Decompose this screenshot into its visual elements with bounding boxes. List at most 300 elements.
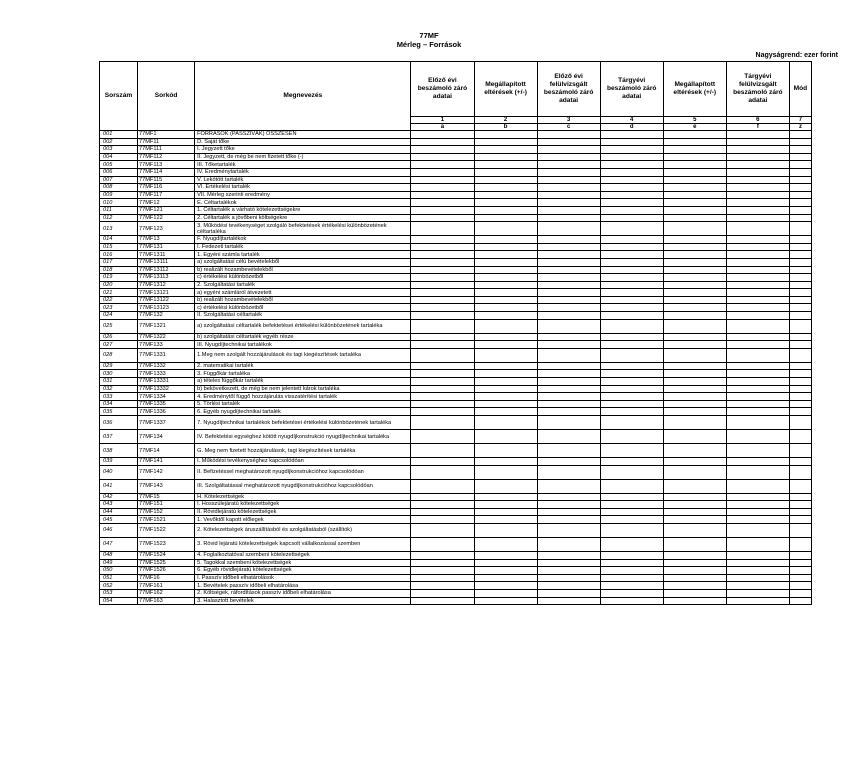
value-cell-e[interactable]: [663, 168, 726, 176]
value-cell-b[interactable]: [474, 304, 537, 312]
value-cell-d[interactable]: [600, 501, 663, 509]
value-cell-f[interactable]: [726, 319, 789, 333]
value-cell-z[interactable]: [789, 161, 811, 169]
value-cell-d[interactable]: [600, 243, 663, 251]
value-cell-c[interactable]: [537, 385, 600, 393]
value-cell-e[interactable]: [663, 393, 726, 401]
value-cell-a[interactable]: [411, 222, 474, 236]
value-cell-f[interactable]: [726, 281, 789, 289]
value-cell-a[interactable]: [411, 176, 474, 184]
value-cell-f[interactable]: [726, 176, 789, 184]
value-cell-f[interactable]: [726, 251, 789, 259]
value-cell-d[interactable]: [600, 551, 663, 559]
value-cell-z[interactable]: [789, 400, 811, 408]
value-cell-b[interactable]: [474, 131, 537, 139]
value-cell-b[interactable]: [474, 551, 537, 559]
value-cell-a[interactable]: [411, 416, 474, 430]
value-cell-e[interactable]: [663, 146, 726, 154]
value-cell-a[interactable]: [411, 333, 474, 341]
value-cell-d[interactable]: [600, 465, 663, 479]
value-cell-d[interactable]: [600, 516, 663, 524]
value-cell-b[interactable]: [474, 319, 537, 333]
value-cell-f[interactable]: [726, 199, 789, 207]
value-cell-a[interactable]: [411, 251, 474, 259]
value-cell-b[interactable]: [474, 385, 537, 393]
value-cell-b[interactable]: [474, 236, 537, 244]
value-cell-f[interactable]: [726, 408, 789, 416]
value-cell-d[interactable]: [600, 161, 663, 169]
value-cell-d[interactable]: [600, 430, 663, 444]
value-cell-f[interactable]: [726, 589, 789, 597]
value-cell-e[interactable]: [663, 582, 726, 590]
value-cell-a[interactable]: [411, 393, 474, 401]
value-cell-z[interactable]: [789, 319, 811, 333]
value-cell-f[interactable]: [726, 516, 789, 524]
value-cell-c[interactable]: [537, 333, 600, 341]
value-cell-z[interactable]: [789, 289, 811, 297]
value-cell-z[interactable]: [789, 348, 811, 362]
value-cell-z[interactable]: [789, 341, 811, 349]
value-cell-c[interactable]: [537, 408, 600, 416]
value-cell-f[interactable]: [726, 501, 789, 509]
value-cell-z[interactable]: [789, 191, 811, 199]
value-cell-b[interactable]: [474, 501, 537, 509]
value-cell-b[interactable]: [474, 206, 537, 214]
value-cell-e[interactable]: [663, 258, 726, 266]
value-cell-z[interactable]: [789, 444, 811, 458]
value-cell-c[interactable]: [537, 146, 600, 154]
value-cell-e[interactable]: [663, 153, 726, 161]
value-cell-b[interactable]: [474, 333, 537, 341]
value-cell-b[interactable]: [474, 378, 537, 386]
value-cell-a[interactable]: [411, 289, 474, 297]
value-cell-c[interactable]: [537, 222, 600, 236]
value-cell-c[interactable]: [537, 501, 600, 509]
value-cell-c[interactable]: [537, 153, 600, 161]
value-cell-z[interactable]: [789, 131, 811, 139]
value-cell-d[interactable]: [600, 138, 663, 146]
value-cell-f[interactable]: [726, 138, 789, 146]
value-cell-c[interactable]: [537, 266, 600, 274]
value-cell-d[interactable]: [600, 362, 663, 370]
value-cell-f[interactable]: [726, 551, 789, 559]
value-cell-c[interactable]: [537, 168, 600, 176]
value-cell-b[interactable]: [474, 199, 537, 207]
value-cell-d[interactable]: [600, 537, 663, 551]
value-cell-e[interactable]: [663, 138, 726, 146]
value-cell-d[interactable]: [600, 444, 663, 458]
value-cell-f[interactable]: [726, 184, 789, 192]
value-cell-d[interactable]: [600, 296, 663, 304]
value-cell-d[interactable]: [600, 191, 663, 199]
value-cell-c[interactable]: [537, 582, 600, 590]
value-cell-f[interactable]: [726, 508, 789, 516]
value-cell-z[interactable]: [789, 416, 811, 430]
value-cell-c[interactable]: [537, 131, 600, 139]
value-cell-z[interactable]: [789, 168, 811, 176]
value-cell-e[interactable]: [663, 458, 726, 466]
value-cell-a[interactable]: [411, 493, 474, 501]
value-cell-f[interactable]: [726, 333, 789, 341]
value-cell-c[interactable]: [537, 138, 600, 146]
value-cell-f[interactable]: [726, 479, 789, 493]
value-cell-a[interactable]: [411, 304, 474, 312]
value-cell-z[interactable]: [789, 214, 811, 222]
value-cell-a[interactable]: [411, 400, 474, 408]
value-cell-z[interactable]: [789, 266, 811, 274]
value-cell-e[interactable]: [663, 493, 726, 501]
value-cell-c[interactable]: [537, 296, 600, 304]
value-cell-a[interactable]: [411, 430, 474, 444]
value-cell-a[interactable]: [411, 589, 474, 597]
value-cell-b[interactable]: [474, 479, 537, 493]
value-cell-z[interactable]: [789, 199, 811, 207]
value-cell-z[interactable]: [789, 312, 811, 320]
value-cell-e[interactable]: [663, 444, 726, 458]
value-cell-f[interactable]: [726, 258, 789, 266]
value-cell-c[interactable]: [537, 206, 600, 214]
value-cell-c[interactable]: [537, 251, 600, 259]
value-cell-z[interactable]: [789, 243, 811, 251]
value-cell-b[interactable]: [474, 312, 537, 320]
value-cell-e[interactable]: [663, 289, 726, 297]
value-cell-a[interactable]: [411, 146, 474, 154]
value-cell-a[interactable]: [411, 559, 474, 567]
value-cell-d[interactable]: [600, 458, 663, 466]
value-cell-b[interactable]: [474, 153, 537, 161]
value-cell-b[interactable]: [474, 214, 537, 222]
value-cell-b[interactable]: [474, 251, 537, 259]
value-cell-c[interactable]: [537, 289, 600, 297]
value-cell-a[interactable]: [411, 266, 474, 274]
value-cell-z[interactable]: [789, 206, 811, 214]
value-cell-e[interactable]: [663, 319, 726, 333]
value-cell-f[interactable]: [726, 243, 789, 251]
value-cell-b[interactable]: [474, 458, 537, 466]
value-cell-a[interactable]: [411, 465, 474, 479]
value-cell-a[interactable]: [411, 153, 474, 161]
value-cell-f[interactable]: [726, 537, 789, 551]
value-cell-c[interactable]: [537, 161, 600, 169]
value-cell-a[interactable]: [411, 199, 474, 207]
value-cell-e[interactable]: [663, 333, 726, 341]
value-cell-d[interactable]: [600, 582, 663, 590]
value-cell-e[interactable]: [663, 222, 726, 236]
value-cell-c[interactable]: [537, 508, 600, 516]
value-cell-z[interactable]: [789, 138, 811, 146]
value-cell-b[interactable]: [474, 416, 537, 430]
value-cell-e[interactable]: [663, 184, 726, 192]
value-cell-d[interactable]: [600, 319, 663, 333]
value-cell-f[interactable]: [726, 393, 789, 401]
value-cell-a[interactable]: [411, 523, 474, 537]
value-cell-f[interactable]: [726, 214, 789, 222]
value-cell-e[interactable]: [663, 400, 726, 408]
value-cell-z[interactable]: [789, 153, 811, 161]
value-cell-b[interactable]: [474, 258, 537, 266]
value-cell-e[interactable]: [663, 416, 726, 430]
value-cell-d[interactable]: [600, 304, 663, 312]
value-cell-b[interactable]: [474, 138, 537, 146]
value-cell-e[interactable]: [663, 341, 726, 349]
value-cell-c[interactable]: [537, 281, 600, 289]
value-cell-a[interactable]: [411, 206, 474, 214]
value-cell-d[interactable]: [600, 236, 663, 244]
value-cell-e[interactable]: [663, 304, 726, 312]
value-cell-e[interactable]: [663, 191, 726, 199]
value-cell-b[interactable]: [474, 508, 537, 516]
value-cell-z[interactable]: [789, 551, 811, 559]
value-cell-f[interactable]: [726, 312, 789, 320]
value-cell-b[interactable]: [474, 537, 537, 551]
value-cell-f[interactable]: [726, 493, 789, 501]
value-cell-d[interactable]: [600, 153, 663, 161]
value-cell-e[interactable]: [663, 251, 726, 259]
value-cell-f[interactable]: [726, 131, 789, 139]
value-cell-a[interactable]: [411, 458, 474, 466]
value-cell-e[interactable]: [663, 567, 726, 575]
value-cell-a[interactable]: [411, 378, 474, 386]
value-cell-a[interactable]: [411, 385, 474, 393]
value-cell-a[interactable]: [411, 408, 474, 416]
value-cell-b[interactable]: [474, 582, 537, 590]
value-cell-c[interactable]: [537, 348, 600, 362]
value-cell-f[interactable]: [726, 289, 789, 297]
value-cell-z[interactable]: [789, 393, 811, 401]
value-cell-b[interactable]: [474, 430, 537, 444]
value-cell-f[interactable]: [726, 222, 789, 236]
value-cell-z[interactable]: [789, 281, 811, 289]
value-cell-z[interactable]: [789, 597, 811, 605]
value-cell-d[interactable]: [600, 408, 663, 416]
value-cell-c[interactable]: [537, 567, 600, 575]
value-cell-a[interactable]: [411, 168, 474, 176]
value-cell-a[interactable]: [411, 582, 474, 590]
value-cell-f[interactable]: [726, 465, 789, 479]
value-cell-c[interactable]: [537, 493, 600, 501]
value-cell-b[interactable]: [474, 400, 537, 408]
value-cell-d[interactable]: [600, 222, 663, 236]
value-cell-d[interactable]: [600, 146, 663, 154]
value-cell-z[interactable]: [789, 362, 811, 370]
value-cell-z[interactable]: [789, 508, 811, 516]
value-cell-z[interactable]: [789, 479, 811, 493]
value-cell-b[interactable]: [474, 574, 537, 582]
value-cell-d[interactable]: [600, 206, 663, 214]
value-cell-f[interactable]: [726, 597, 789, 605]
value-cell-a[interactable]: [411, 537, 474, 551]
value-cell-c[interactable]: [537, 537, 600, 551]
value-cell-b[interactable]: [474, 523, 537, 537]
value-cell-e[interactable]: [663, 362, 726, 370]
value-cell-e[interactable]: [663, 589, 726, 597]
value-cell-e[interactable]: [663, 523, 726, 537]
value-cell-c[interactable]: [537, 523, 600, 537]
value-cell-d[interactable]: [600, 289, 663, 297]
value-cell-d[interactable]: [600, 131, 663, 139]
value-cell-a[interactable]: [411, 131, 474, 139]
value-cell-f[interactable]: [726, 444, 789, 458]
value-cell-z[interactable]: [789, 523, 811, 537]
value-cell-z[interactable]: [789, 501, 811, 509]
value-cell-c[interactable]: [537, 214, 600, 222]
value-cell-e[interactable]: [663, 516, 726, 524]
value-cell-a[interactable]: [411, 214, 474, 222]
value-cell-d[interactable]: [600, 559, 663, 567]
value-cell-a[interactable]: [411, 479, 474, 493]
value-cell-b[interactable]: [474, 168, 537, 176]
value-cell-f[interactable]: [726, 274, 789, 282]
value-cell-b[interactable]: [474, 184, 537, 192]
value-cell-a[interactable]: [411, 501, 474, 509]
value-cell-c[interactable]: [537, 400, 600, 408]
value-cell-c[interactable]: [537, 559, 600, 567]
value-cell-f[interactable]: [726, 146, 789, 154]
value-cell-z[interactable]: [789, 537, 811, 551]
value-cell-f[interactable]: [726, 168, 789, 176]
value-cell-c[interactable]: [537, 362, 600, 370]
value-cell-b[interactable]: [474, 465, 537, 479]
value-cell-b[interactable]: [474, 146, 537, 154]
value-cell-d[interactable]: [600, 416, 663, 430]
value-cell-a[interactable]: [411, 370, 474, 378]
value-cell-z[interactable]: [789, 559, 811, 567]
value-cell-d[interactable]: [600, 370, 663, 378]
value-cell-b[interactable]: [474, 362, 537, 370]
value-cell-z[interactable]: [789, 582, 811, 590]
value-cell-c[interactable]: [537, 191, 600, 199]
value-cell-a[interactable]: [411, 597, 474, 605]
value-cell-a[interactable]: [411, 236, 474, 244]
value-cell-c[interactable]: [537, 444, 600, 458]
value-cell-e[interactable]: [663, 559, 726, 567]
value-cell-e[interactable]: [663, 243, 726, 251]
value-cell-c[interactable]: [537, 465, 600, 479]
value-cell-c[interactable]: [537, 574, 600, 582]
value-cell-c[interactable]: [537, 516, 600, 524]
value-cell-f[interactable]: [726, 362, 789, 370]
value-cell-b[interactable]: [474, 341, 537, 349]
value-cell-d[interactable]: [600, 567, 663, 575]
value-cell-e[interactable]: [663, 206, 726, 214]
value-cell-c[interactable]: [537, 416, 600, 430]
value-cell-d[interactable]: [600, 508, 663, 516]
value-cell-d[interactable]: [600, 479, 663, 493]
value-cell-d[interactable]: [600, 385, 663, 393]
value-cell-f[interactable]: [726, 400, 789, 408]
value-cell-z[interactable]: [789, 333, 811, 341]
value-cell-a[interactable]: [411, 348, 474, 362]
value-cell-e[interactable]: [663, 408, 726, 416]
value-cell-a[interactable]: [411, 184, 474, 192]
value-cell-z[interactable]: [789, 176, 811, 184]
value-cell-e[interactable]: [663, 551, 726, 559]
value-cell-b[interactable]: [474, 281, 537, 289]
value-cell-c[interactable]: [537, 199, 600, 207]
value-cell-c[interactable]: [537, 274, 600, 282]
value-cell-a[interactable]: [411, 574, 474, 582]
value-cell-b[interactable]: [474, 597, 537, 605]
value-cell-a[interactable]: [411, 274, 474, 282]
value-cell-e[interactable]: [663, 266, 726, 274]
value-cell-z[interactable]: [789, 236, 811, 244]
value-cell-b[interactable]: [474, 243, 537, 251]
value-cell-a[interactable]: [411, 138, 474, 146]
value-cell-z[interactable]: [789, 574, 811, 582]
value-cell-c[interactable]: [537, 370, 600, 378]
value-cell-e[interactable]: [663, 430, 726, 444]
value-cell-d[interactable]: [600, 176, 663, 184]
value-cell-c[interactable]: [537, 319, 600, 333]
value-cell-f[interactable]: [726, 206, 789, 214]
value-cell-c[interactable]: [537, 551, 600, 559]
value-cell-f[interactable]: [726, 191, 789, 199]
value-cell-d[interactable]: [600, 281, 663, 289]
value-cell-f[interactable]: [726, 296, 789, 304]
value-cell-e[interactable]: [663, 281, 726, 289]
value-cell-e[interactable]: [663, 161, 726, 169]
value-cell-c[interactable]: [537, 312, 600, 320]
value-cell-c[interactable]: [537, 430, 600, 444]
value-cell-e[interactable]: [663, 597, 726, 605]
value-cell-d[interactable]: [600, 400, 663, 408]
value-cell-c[interactable]: [537, 176, 600, 184]
value-cell-b[interactable]: [474, 348, 537, 362]
value-cell-d[interactable]: [600, 199, 663, 207]
value-cell-f[interactable]: [726, 458, 789, 466]
value-cell-b[interactable]: [474, 176, 537, 184]
value-cell-f[interactable]: [726, 236, 789, 244]
value-cell-f[interactable]: [726, 348, 789, 362]
value-cell-b[interactable]: [474, 191, 537, 199]
value-cell-d[interactable]: [600, 184, 663, 192]
value-cell-e[interactable]: [663, 574, 726, 582]
value-cell-z[interactable]: [789, 385, 811, 393]
value-cell-f[interactable]: [726, 385, 789, 393]
value-cell-b[interactable]: [474, 589, 537, 597]
value-cell-d[interactable]: [600, 348, 663, 362]
value-cell-e[interactable]: [663, 385, 726, 393]
value-cell-z[interactable]: [789, 146, 811, 154]
value-cell-c[interactable]: [537, 393, 600, 401]
value-cell-z[interactable]: [789, 465, 811, 479]
value-cell-e[interactable]: [663, 176, 726, 184]
value-cell-a[interactable]: [411, 516, 474, 524]
value-cell-a[interactable]: [411, 362, 474, 370]
value-cell-b[interactable]: [474, 493, 537, 501]
value-cell-b[interactable]: [474, 567, 537, 575]
value-cell-d[interactable]: [600, 523, 663, 537]
value-cell-e[interactable]: [663, 465, 726, 479]
value-cell-c[interactable]: [537, 243, 600, 251]
value-cell-a[interactable]: [411, 312, 474, 320]
value-cell-e[interactable]: [663, 378, 726, 386]
value-cell-b[interactable]: [474, 296, 537, 304]
value-cell-b[interactable]: [474, 393, 537, 401]
value-cell-c[interactable]: [537, 589, 600, 597]
value-cell-d[interactable]: [600, 333, 663, 341]
value-cell-z[interactable]: [789, 493, 811, 501]
value-cell-e[interactable]: [663, 199, 726, 207]
value-cell-f[interactable]: [726, 378, 789, 386]
value-cell-d[interactable]: [600, 266, 663, 274]
value-cell-z[interactable]: [789, 222, 811, 236]
value-cell-c[interactable]: [537, 341, 600, 349]
value-cell-a[interactable]: [411, 243, 474, 251]
value-cell-d[interactable]: [600, 258, 663, 266]
value-cell-d[interactable]: [600, 274, 663, 282]
value-cell-z[interactable]: [789, 589, 811, 597]
